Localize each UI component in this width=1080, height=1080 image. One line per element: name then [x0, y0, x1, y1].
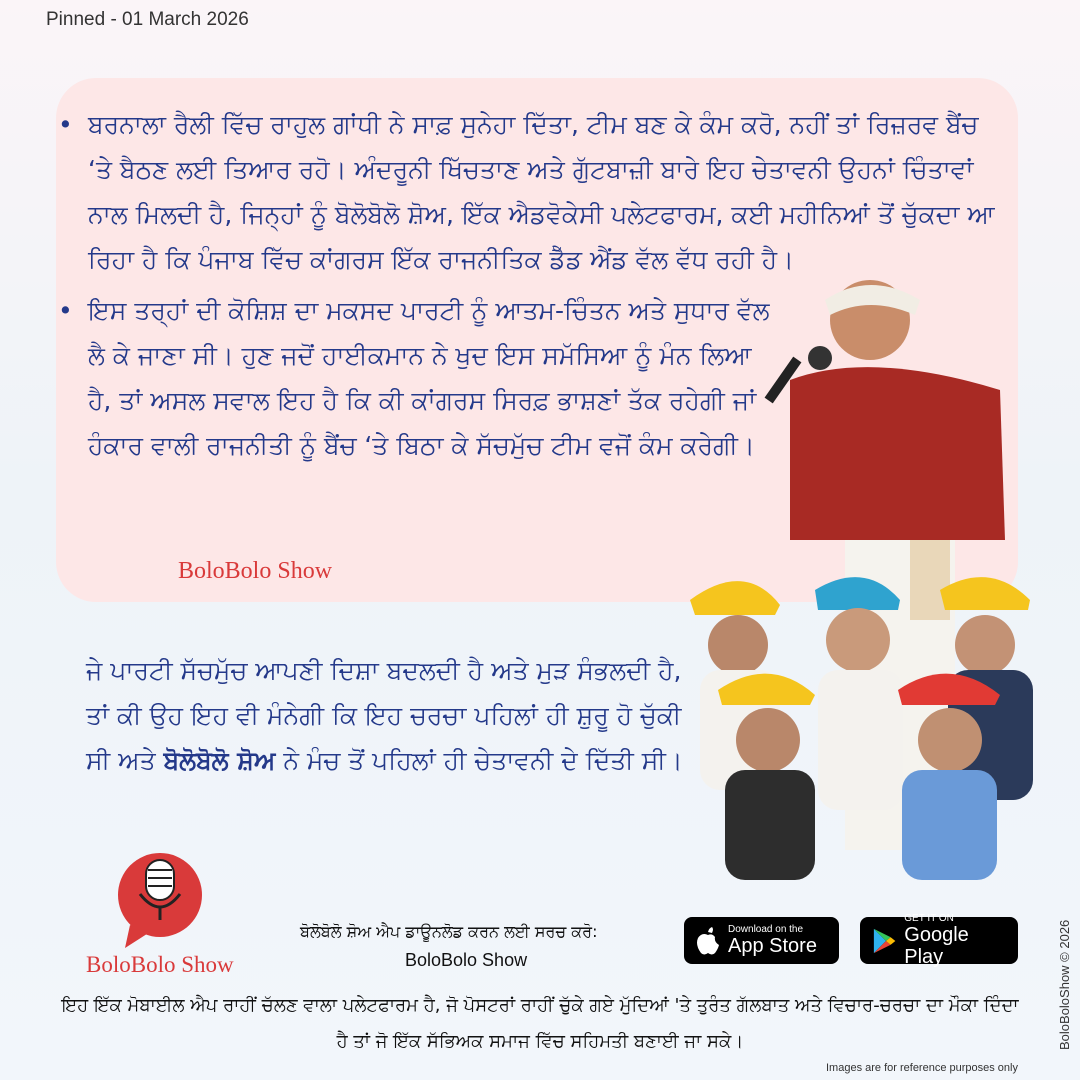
copyright: BoloBoloShow © 2026	[1057, 919, 1072, 1050]
app-name: BoloBolo Show	[405, 950, 528, 970]
download-prompt: ਬੋਲੋਬੋਲੋ ਸ਼ੋਅ ਐਪ ਡਾਊਨਲੋਡ ਕਰਨ ਲਈ ਸਰਚ ਕਰੋ:	[300, 922, 598, 941]
politicians-illustration	[670, 270, 1070, 910]
apple-icon	[696, 927, 720, 955]
bullet-item: • ਬਰਨਾਲਾ ਰੈਲੀ ਵਿੱਚ ਰਾਹੁਲ ਗਾਂਧੀ ਨੇ ਸਾਫ਼ ਸੁਨੇਹਾ ਦਿੱਤਾ, ਟੀਮ ਬਣ ਕੇ ਕੰਮ ਕਰੋ, ਨਹੀਂ ਤਾਂ ਰਿਜ਼ਰਵ ਬੈਂਚ ‘ਤੇ ਬੈਠਣ ਲਈ ਤਿਆਰ ਰਹੋ। ਅੰਦਰੂਨੀ ਖਿੱਚਤਾਣ ਅਤੇ ਗੁੱਟਬਾਜ਼ੀ ਬਾਰੇ ਇਹ ਚੇਤਾਵਨੀ ਉਹਨਾਂ ਚਿੰਤਾਵਾਂ ਨਾਲ ਮਿਲਦੀ ਹੈ, ਜਿਨ੍ਹਾਂ ਨੂੰ ਬੋਲੋਬੋਲੋ ਸ਼ੋਅ, ਇੱਕ ਐਡਵੋਕੇਸੀ ਪਲੇਟਫਾਰਮ, ਕਈ ਮਹੀਨਿਆਂ ਤੋਂ ਚੁੱਕਦਾ ਆ ਰਿਹਾ ਹੈ ਕਿ ਪੰਜਾਬ ਵਿੱਚ ਕਾਂਗਰਸ ਇੱਕ ਰਾਜਨੀਤਿਕ ਡੈੱਡ ਐਂਡ ਵੱਲ ਵੱਧ ਰਹੀ ਹੈ।	[58, 102, 1008, 282]
appstore-small: Download on the	[728, 924, 804, 935]
paragraph-text-end: ਨੇ ਮੰਚ ਤੋਂ ਪਹਿਲਾਂ ਹੀ ਚੇਤਾਵਨੀ ਦੇ ਦਿੱਤੀ ਸੀ।	[275, 746, 683, 775]
logo-name: BoloBolo Show	[86, 952, 234, 977]
question-paragraph	[86, 648, 686, 783]
appstore-big: App Store	[728, 935, 817, 957]
google-play-icon	[872, 927, 896, 955]
paragraph-text: ਜੇ ਪਾਰਟੀ ਸੱਚਮੁੱਚ ਆਪਣੀ ਦਿਸ਼ਾ ਬਦਲਦੀ ਹੈ ਅਤੇ ਮੁੜ ਸੰਭਲਦੀ ਹੈ, ਤਾਂ ਕੀ ਉਹ ਇਹ ਵੀ ਮੰਨੇਗੀ ਕਿ ਇਹ ਚਰਚਾ ਪਹਿਲਾਂ ਹੀ ਸ਼ੁਰੂ ਹੋ ਚੁੱਕੀ ਸੀ ਅਤੇ	[86, 656, 682, 775]
paragraph-bold: ਬੋਲੋਬੋਲੋ ਸ਼ੋਅ	[163, 746, 276, 775]
bullet-item: • ਇਸ ਤਰ੍ਹਾਂ ਦੀ ਕੋਸ਼ਿਸ਼ ਦਾ ਮਕਸਦ ਪਾਰਟੀ ਨੂੰ ਆਤਮ-ਚਿੰਤਨ ਅਤੇ ਸੁਧਾਰ ਵੱਲ ਲੈ ਕੇ ਜਾਣਾ ਸੀ। ਹੁਣ ਜਦੋਂ ਹਾਈਕਮਾਨ ਨੇ ਖੁਦ ਇਸ ਸਮੱਸਿਆ ਨੂੰ ਮੰਨ ਲਿਆ ਹੈ, ਤਾਂ ਅਸਲ ਸਵਾਲ ਇਹ ਹੈ ਕਿ ਕੀ ਕਾਂਗਰਸ ਸਿਰਫ਼ ਭਾਸ਼ਣਾਂ ਤੱਕ ਰਹੇਗੀ ਜਾਂ ਹੰਕਾਰ ਵਾਲੀ ਰਾਜਨੀਤੀ ਨੂੰ ਬੈਂਚ ‘ਤੇ ਬਿਠਾ ਕੇ ਸੱਚਮੁੱਚ ਟੀਮ ਵਜੋਂ ਕੰਮ ਕਰੇਗੀ।	[58, 288, 778, 468]
footer-description: ਇਹ ਇੱਕ ਮੋਬਾਈਲ ਐਪ ਰਾਹੀਂ ਚੱਲਣ ਵਾਲਾ ਪਲੇਟਫਾਰਮ ਹੈ, ਜੋ ਪੋਸਟਰਾਂ ਰਾਹੀਂ ਚੁੱਕੇ ਗਏ ਮੁੱਦਿਆਂ 'ਤੇ ਤੁਰੰਤ ਗੱਲਬਾਤ ਅਤੇ ਵਿਚਾਰ-ਚਰਚਾ ਦਾ ਮੌਕਾ ਦਿੰਦਾ ਹੈ ਤਾਂ ਜੋ ਇੱਕ ਸੱਭਿਅਕ ਸਮਾਜ ਵਿੱਚ ਸਹਿਮਤੀ ਬਣਾਈ ਜਾ ਸਕੇ।	[61, 995, 1019, 1052]
app-store-button[interactable]	[684, 917, 839, 964]
google-play-button[interactable]	[860, 913, 1018, 968]
gplay-small: GET IT ON	[904, 913, 954, 924]
pinned-date: Pinned - 01 March 2026	[46, 9, 249, 30]
microphone-icon	[110, 850, 210, 950]
disclaimer: Images are for reference purposes only	[826, 1062, 1018, 1074]
gplay-big: Google Play	[904, 924, 969, 968]
card-brand: BoloBolo Show	[178, 558, 333, 584]
